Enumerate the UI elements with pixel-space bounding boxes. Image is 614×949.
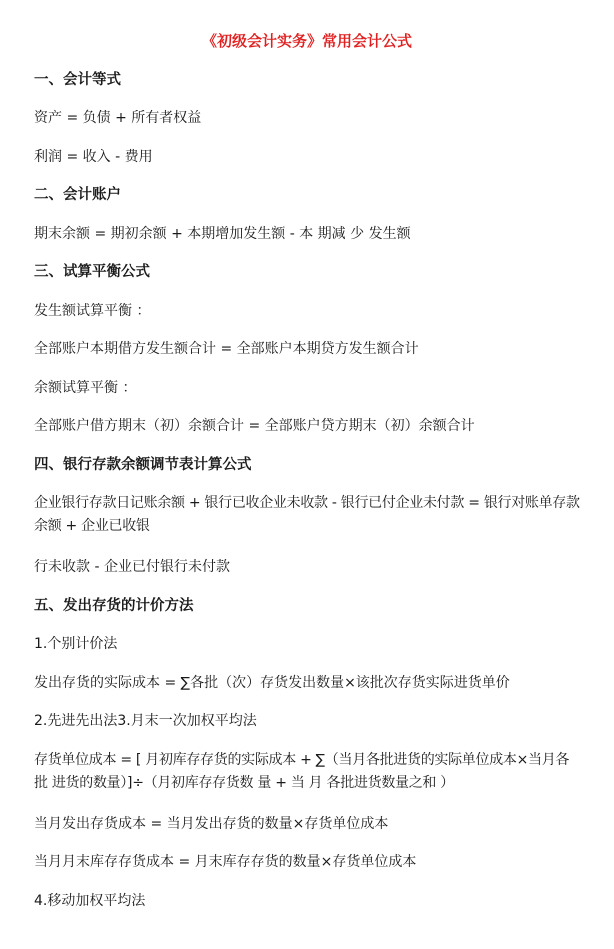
formula-bank-reconciliation-continued: 行未收款 - 企业已付银行未付款 xyxy=(34,559,230,575)
formula-unit-cost: 存货单位成本 = [ 月初库存存货的实际成本 + ∑（当月各批进货的实际单位成本×当月各 批 进货的数量）]÷（月初库存存货数 量 + 当 月 各批进货数量之和 ） xyxy=(34,752,570,791)
section-heading-accounts: 二、会计账户 xyxy=(34,187,121,203)
method-fifo-weighted-average: 2.先进先出法3.月末一次加权平均法 xyxy=(34,713,257,729)
formula-issued-inventory-cost: 发出存货的实际成本 = ∑各批（次）存货发出数量×该批次存货实际进货单价 xyxy=(34,675,510,691)
formula-monthly-issued-cost: 当月发出存货成本 = 当月发出存货的数量×存货单位成本 xyxy=(34,816,389,832)
section-heading-accounting-equation: 一、会计等式 xyxy=(34,72,121,88)
method-specific-identification: 1.个别计价法 xyxy=(34,636,118,652)
method-moving-weighted-average: 4.移动加权平均法 xyxy=(34,893,146,909)
label-amount-trial-balance: 发生额试算平衡 ： xyxy=(34,303,151,319)
section-heading-inventory-valuation: 五、发出存货的计价方法 xyxy=(34,598,194,614)
formula-month-end-inventory-cost: 当月月末库存存货成本 = 月末库存存货的数量×存货单位成本 xyxy=(34,854,417,870)
section-heading-trial-balance: 三、试算平衡公式 xyxy=(34,264,150,280)
formula-balance-trial-balance: 全部账户借方期末（初）余额合计 = 全部账户贷方期末（初）余额合计 xyxy=(34,418,475,434)
formula-ending-balance: 期末余额 = 期初余额 + 本期增加发生额 - 本 期减 少 发生额 xyxy=(34,226,411,242)
formula-bank-reconciliation: 企业银行存款日记账余额 + 银行已收企业未收款 - 银行已付企业未付款 = 银行对账单存款余额 + 企业已收银 xyxy=(34,495,580,534)
formula-assets: 资产 = 负债 + 所有者权益 xyxy=(34,110,202,126)
label-balance-trial-balance: 余额试算平衡 ： xyxy=(34,380,137,396)
formula-amount-trial-balance: 全部账户本期借方发生额合计 = 全部账户本期贷方发生额合计 xyxy=(34,341,419,357)
formula-profit: 利润 = 收入 - 费用 xyxy=(34,149,153,165)
document-title: 《初级会计实务》常用会计公式 xyxy=(201,32,412,50)
section-heading-bank-reconciliation: 四、银行存款余额调节表计算公式 xyxy=(34,457,252,473)
